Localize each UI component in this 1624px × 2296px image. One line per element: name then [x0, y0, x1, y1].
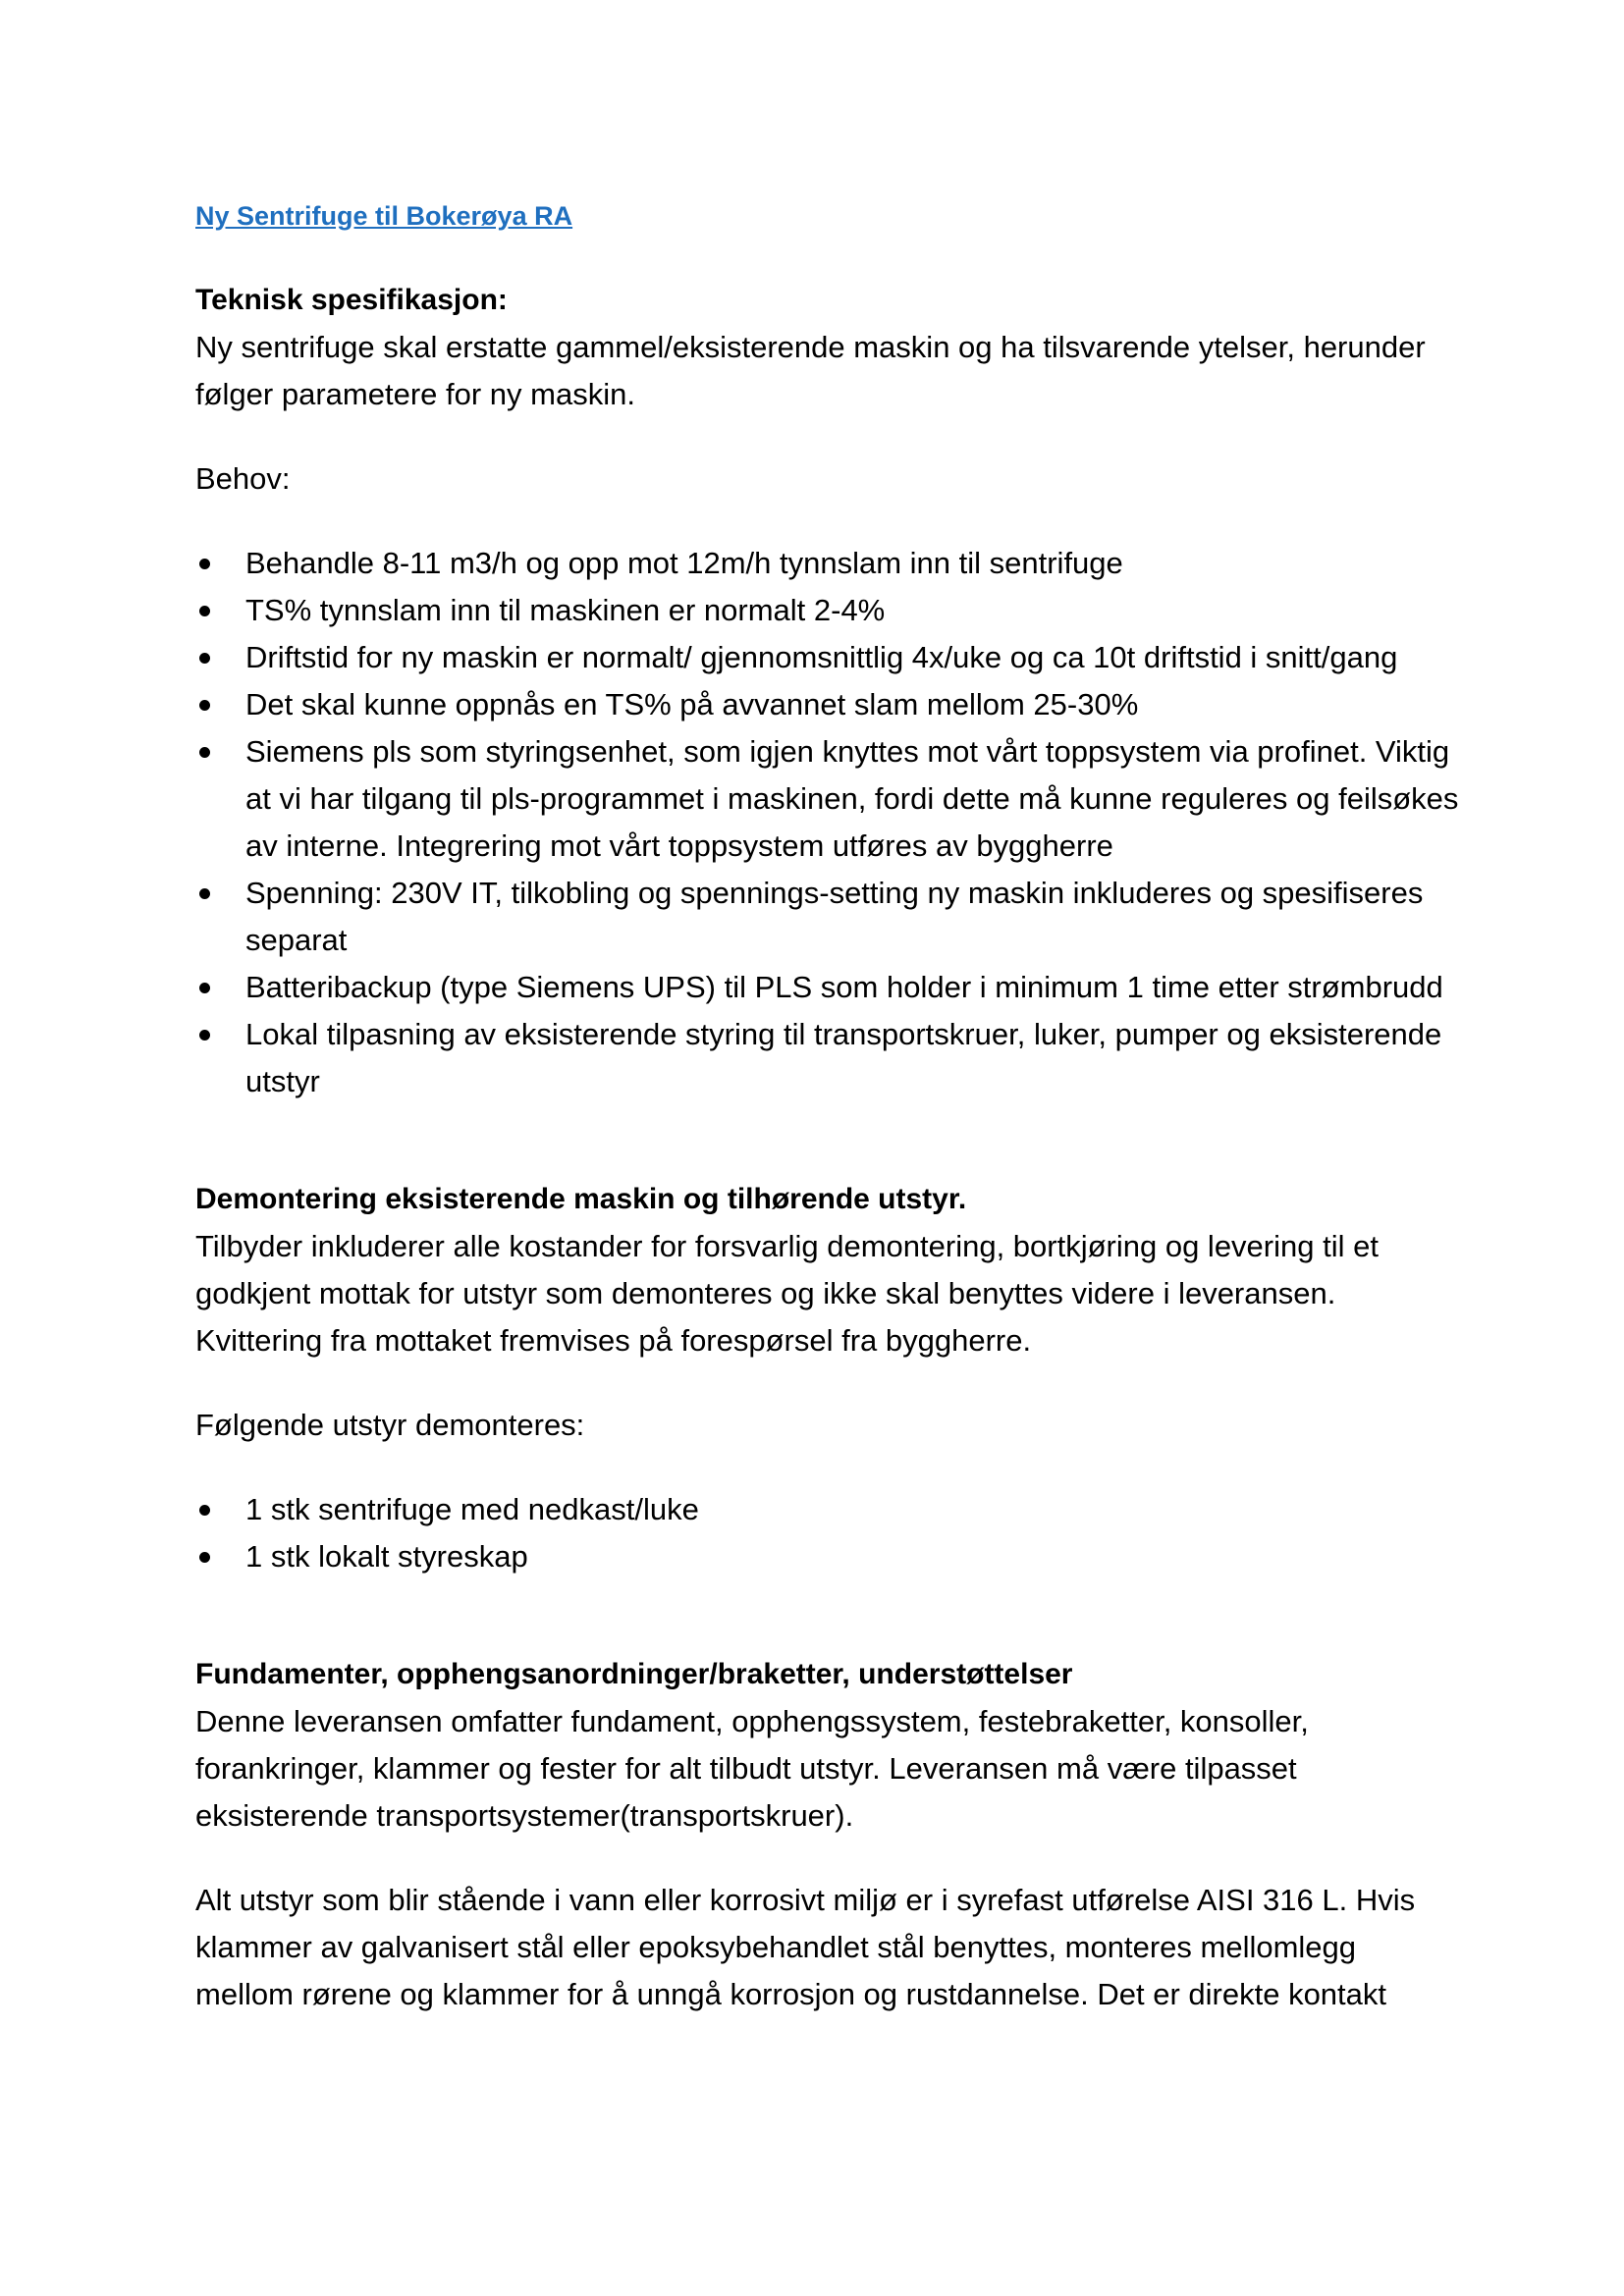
bullet-icon	[199, 983, 210, 993]
bullet-icon	[199, 559, 210, 569]
section-heading-dismantling: Demontering eksisterende maskin og tilhørende utstyr.	[195, 1183, 967, 1215]
list-item: Lokal tilpasning av eksisterende styring til transportskruer, luker, pumper og eksisterende utstyr	[195, 1011, 1462, 1105]
list-item: 1 stk sentrifuge med nedkast/luke	[195, 1486, 1462, 1533]
section-intro-dismantling: Tilbyder inkluderer alle kostander for forsvarlig demontering, bortkjøring og levering til et godkjent mottak for utstyr som demonteres og ikke skal benyttes videre i leveransen. Kvittering fra mottaket fremvises på forespørsel fra byggherre.	[195, 1229, 1379, 1358]
list-item: Behandle 8-11 m3/h og opp mot 12m/h tynnslam inn til sentrifuge	[195, 540, 1462, 587]
section-intro-foundations: Denne leveransen omfatter fundament, opphengssystem, festebraketter, konsoller, forankringer, klammer og fester for alt tilbudt utstyr. Leveransen må være tilpasset eksisterende transportsystemer(transportskruer).	[195, 1704, 1309, 1833]
bullet-icon	[199, 653, 210, 664]
bullet-icon	[199, 1030, 210, 1041]
section-heading-technical-spec: Teknisk spesifikasjon:	[195, 284, 508, 316]
dismantled-equipment-list	[195, 1486, 1462, 1580]
needs-label: Behov:	[195, 461, 291, 496]
list-item: Driftstid for ny maskin er normalt/ gjennomsnittlig 4x/uke og ca 10t driftstid i snitt/gang	[195, 634, 1462, 681]
bullet-icon	[199, 1552, 210, 1563]
document-body	[195, 192, 1462, 2018]
section-heading-foundations: Fundamenter, opphengsanordninger/braketter, understøttelser	[195, 1658, 1073, 1690]
bullet-icon	[199, 747, 210, 758]
bullet-icon	[199, 700, 210, 711]
list-item: TS% tynnslam inn til maskinen er normalt 2-4%	[195, 587, 1462, 634]
document-title: Ny Sentrifuge til Bokerøya RA	[195, 201, 573, 231]
needs-list	[195, 540, 1462, 1105]
dismantled-equipment-label: Følgende utstyr demonteres:	[195, 1408, 585, 1442]
bullet-icon	[199, 1505, 210, 1516]
list-item: 1 stk lokalt styreskap	[195, 1533, 1462, 1580]
section-intro-technical-spec: Ny sentrifuge skal erstatte gammel/eksisterende maskin og ha tilsvarende ytelser, herunder følger parametere for ny maskin.	[195, 330, 1426, 411]
list-item: Batteribackup (type Siemens UPS) til PLS som holder i minimum 1 time etter strømbrudd	[195, 964, 1462, 1011]
bullet-icon	[199, 606, 210, 616]
list-item: Siemens pls som styringsenhet, som igjen knyttes mot vårt toppsystem via profinet. Viktig at vi har tilgang til pls-programmet i maskinen, fordi dette må kunne reguleres og feilsøkes av interne. Integrering mot vårt toppsystem utføres av byggherre	[195, 728, 1462, 870]
bullet-icon	[199, 888, 210, 899]
list-item: Spenning: 230V IT, tilkobling og spennings-setting ny maskin inkluderes og spesifiseres separat	[195, 870, 1462, 964]
list-item: Det skal kunne oppnås en TS% på avvannet slam mellom 25-30%	[195, 681, 1462, 728]
section-paragraph-materials: Alt utstyr som blir stående i vann eller korrosivt miljø er i syrefast utførelse AISI 316 L. Hvis klammer av galvanisert stål eller epoksybehandlet stål benyttes, monteres mellomlegg mellom rørene og klammer for å unngå korrosjon og rustdannelse. Det er direkte kontakt	[195, 1883, 1416, 2011]
